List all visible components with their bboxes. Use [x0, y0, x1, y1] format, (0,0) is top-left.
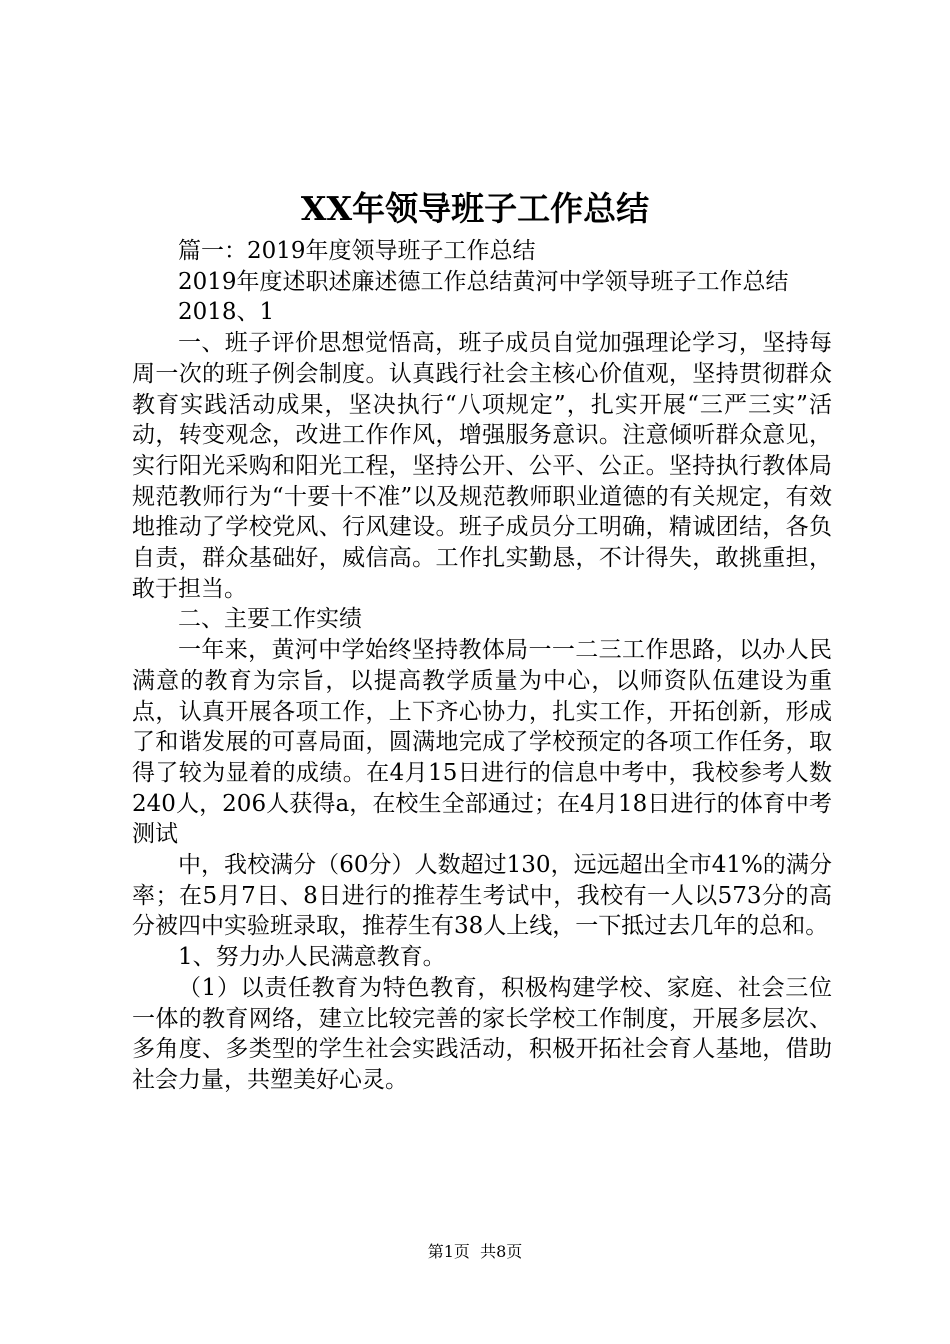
document-title: XX年领导班子工作总结	[300, 189, 650, 228]
paragraph-achievements: 一年来，黄河中学始终坚持教体局一一二三工作思路，以办人民满意的教育为宗旨，以提高教学质量为中心，以师资队伍建设为重点，认真开展各项工作，上下齐心协力，扎实工作，开拓创新，形成了和谐发展的可喜局面，圆满地完成了学校预定的各项工作任务，取得了较为显着的成绩。在4月15日进行的信息中考中，我校参考人数240人，206人获得a，在校生全部通过；在4月18日进行的体育中考测试	[132, 637, 832, 848]
page-number: 第1页 共8页	[427, 1242, 523, 1261]
paragraph-section-heading: 二、主要工作实绩	[178, 606, 362, 633]
paragraph-achievements-continued: 中，我校满分（60分）人数超过130，远远超出全市41%的满分率；在5月7日、8日进行的推荐生考试中，我校有一人以573分的高分被四中实验班录取，推荐生有38人上线，一下抵过去几年的总和。	[132, 852, 832, 940]
paragraph-item-heading: 1、努力办人民满意教育。	[178, 944, 446, 971]
paragraph-item-detail: （1）以责任教育为特色教育，积极构建学校、家庭、社会三位一体的教育网络，建立比较完善的家长学校工作制度，开展多层次、多角度、多类型的学生社会实践活动，积极开拓社会育人基地，借助社会力量，共塑美好心灵。	[132, 974, 832, 1093]
paragraph-part-heading: 篇一：2019年度领导班子工作总结	[178, 238, 536, 264]
paragraph-evaluation: 一、班子评价思想觉悟高，班子成员自觉加强理论学习，坚持每周一次的班子例会制度。认真践行社会主核心价值观，坚持贯彻群众教育实践活动成果，坚决执行“八项规定”，扎实开展“三严三实”活动，转变观念，改进工作作风，增强服务意识。注意倾听群众意见，实行阳光采购和阳光工程，坚持公开、公平、公正。坚持执行教体局规范教师行为“十要十不准”以及规范教师职业道德的有关规定，有效地推动了学校党风、行风建设。班子成员分工明确，精诚团结，各负自责，群众基础好，威信高。工作扎实勤恳，不计得失，敢挑重担，敢于担当。	[132, 330, 832, 602]
paragraph-date: 2018、1	[178, 299, 275, 326]
page-footer	[0, 1240, 950, 1264]
paragraph-subtitle: 2019年度述职述廉述德工作总结黄河中学领导班子工作总结	[178, 268, 789, 295]
document-body	[132, 236, 832, 1096]
